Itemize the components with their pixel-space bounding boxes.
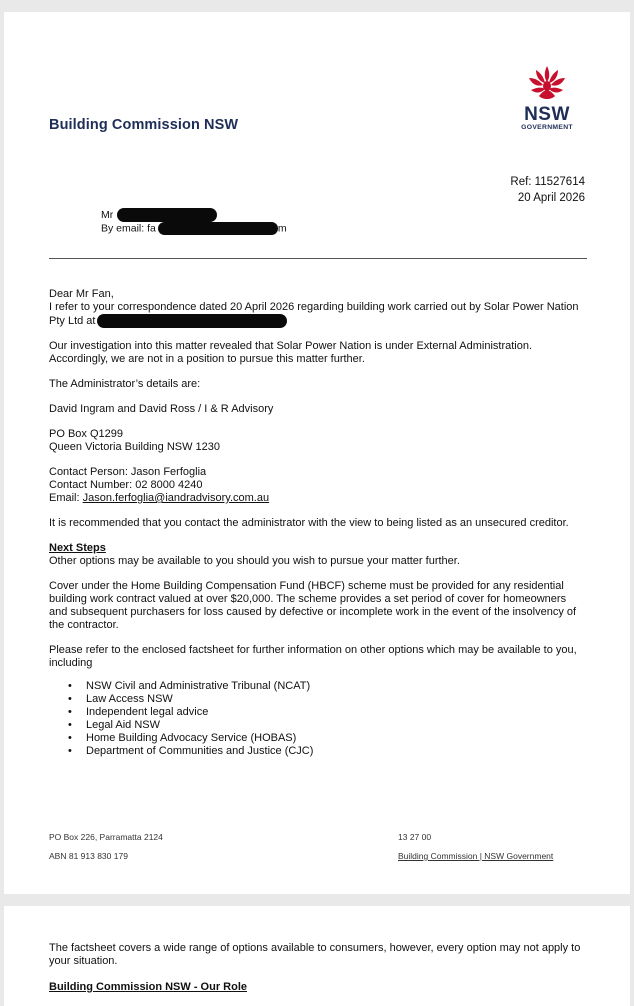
options-list — [68, 680, 587, 758]
letter-page-1 — [4, 12, 630, 894]
footer-website-link[interactable]: Building Commission | NSW Government — [398, 851, 554, 861]
letter-date: 20 April 2026 — [517, 192, 585, 204]
footer-address: PO Box 226, Parramatta 2124 — [49, 832, 163, 842]
administrator-address — [49, 428, 587, 454]
list-item: • NSW Civil and Administrative Tribunal (NCAT) — [68, 680, 587, 693]
salutation: Dear Mr Fan, — [49, 288, 114, 300]
redacted-email — [158, 222, 278, 235]
footer-phone: 13 27 00 — [398, 832, 432, 842]
redacted-address — [97, 314, 287, 328]
letter-page-2 — [4, 906, 630, 1006]
footer-contact-block — [398, 828, 553, 866]
next-steps-text: Other options may be available to you should you wish to pursue your matter further. — [49, 555, 460, 567]
redacted-name — [117, 208, 217, 222]
paragraph-recommendation: It is recommended that you contact the administrator with the view to being listed as an unsecured creditor. — [49, 517, 569, 529]
contact-number: Contact Number: 02 8000 4240 — [49, 479, 203, 491]
our-role-heading: Building Commission NSW - Our Role — [49, 981, 247, 993]
recipient-email-suffix: m — [277, 222, 287, 235]
paragraph-factsheet: Please refer to the enclosed factsheet for further information on other options which may be available to you, including — [49, 644, 577, 669]
nsw-government-logo — [512, 64, 582, 131]
recipient-title: Mr — [101, 208, 114, 221]
footer-abn: ABN 81 913 830 179 — [49, 851, 128, 861]
list-item: • Home Building Advocacy Service (HOBAS) — [68, 732, 587, 745]
org-name: Building Commission NSW — [49, 117, 239, 133]
email-label: Email: — [49, 492, 80, 504]
list-item: • Legal Aid NSW — [68, 719, 587, 732]
paragraph-investigation: Our investigation into this matter revealed that Solar Power Nation is under External Administration. Accordingly, we are not in a position to pursue this matter further. — [49, 340, 533, 365]
recipient-email-prefix: By email: fa — [101, 222, 156, 235]
reference-block — [510, 174, 585, 206]
factsheet-paragraph: The factsheet covers a wide range of options available to consumers, however, every option may not apply to your situation. — [49, 942, 581, 967]
reference-number: Ref: 11527614 — [510, 176, 585, 188]
administrator-name: David Ingram and David Ross / I & R Advisory — [49, 403, 274, 415]
logo-nsw-text: NSW — [524, 104, 570, 125]
list-item: • Law Access NSW — [68, 693, 587, 706]
letter-body — [49, 288, 587, 770]
paragraph-hbcf: Cover under the Home Building Compensation Fund (HBCF) scheme must be provided for any residential building work contract valued at over $20,000. The scheme provides a set period of cover for homeowners and subsequent purchasers for loss caused by defective or incomplete work in the event of the insolvency of the contractor. — [49, 580, 577, 631]
administrator-contact — [49, 466, 587, 505]
list-item: • Department of Communities and Justice (CJC) — [68, 745, 587, 758]
logo-government-text: GOVERNMENT — [521, 124, 573, 131]
waratah-flower-icon — [527, 64, 567, 106]
footer-address-block — [49, 828, 163, 866]
recipient-block — [101, 208, 287, 235]
list-item: • Independent legal advice — [68, 706, 587, 719]
next-steps-heading: Next Steps — [49, 542, 106, 554]
next-steps-section — [49, 542, 587, 568]
contact-email-link[interactable]: Jason.ferfoglia@iandradvisory.com.au — [82, 492, 270, 504]
po-suburb: Queen Victoria Building NSW 1230 — [49, 441, 221, 453]
paragraph-correspondence — [49, 301, 587, 328]
po-box: PO Box Q1299 — [49, 428, 123, 440]
paragraph-correspondence-text: I refer to your correspondence dated 20 April 2026 regarding building work carried out by Solar Power Nation Pty Ltd at — [49, 301, 579, 327]
paragraph-administrator-intro: The Administrator’s details are: — [49, 378, 201, 390]
divider — [49, 258, 587, 259]
contact-person: Contact Person: Jason Ferfoglia — [49, 466, 207, 478]
